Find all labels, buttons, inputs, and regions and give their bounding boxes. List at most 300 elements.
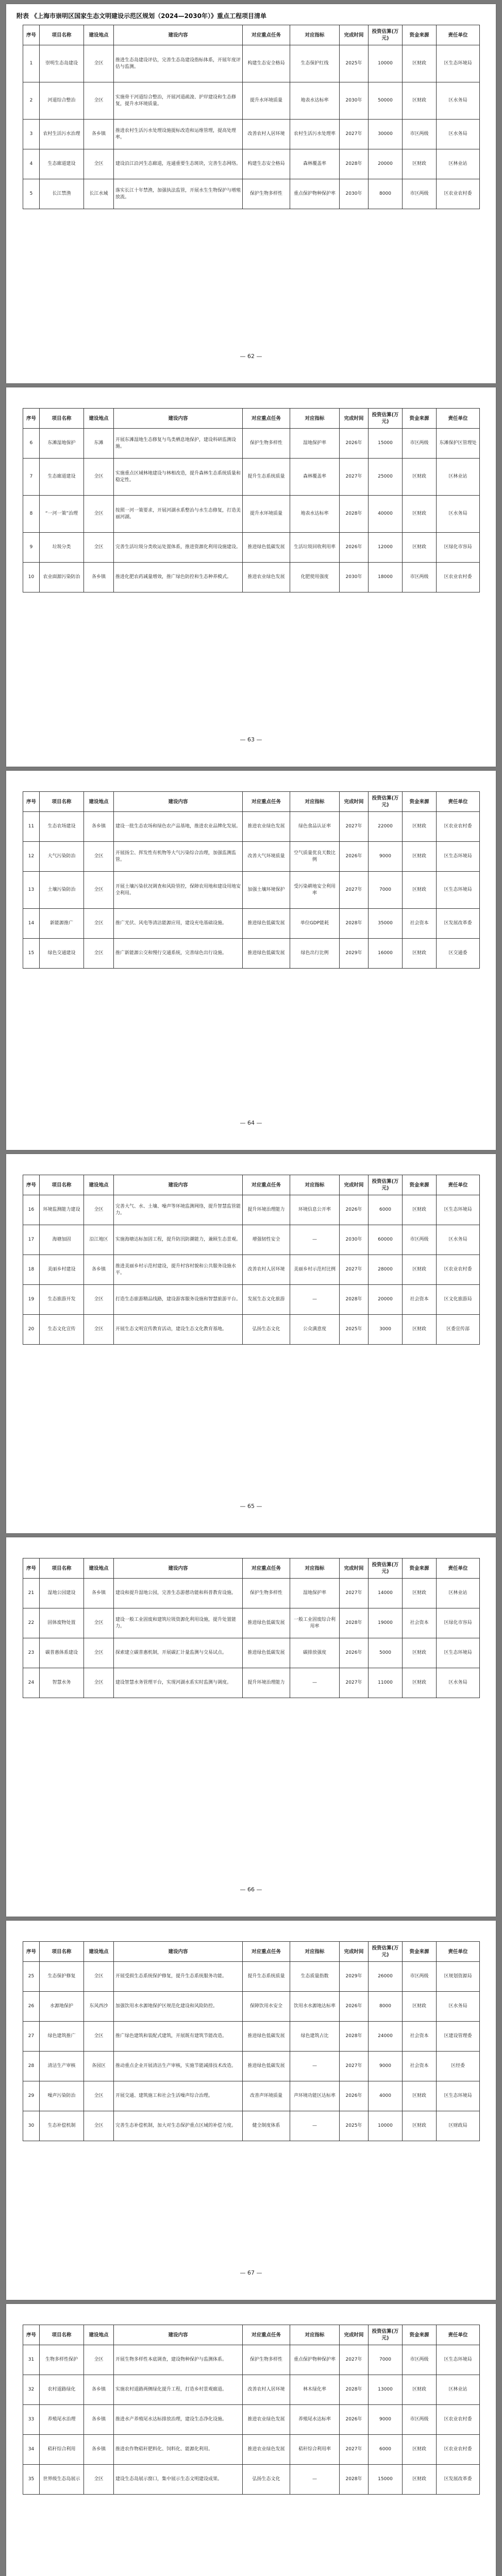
cell-place: 各乡镇	[84, 1579, 114, 1608]
cell-no: 12	[23, 842, 40, 872]
cell-name: 生态补偿机制	[40, 2111, 84, 2141]
cell-content: 落实长江十年禁渔，加强执法监管，开展水生生物保护与增殖放流。	[114, 179, 243, 209]
column-header: 资金来源	[403, 1942, 437, 1962]
cell-name: 农村生活污水治理	[40, 120, 84, 149]
table-row	[23, 82, 480, 120]
cell-no: 22	[23, 1608, 40, 1638]
cell-no: 29	[23, 2081, 40, 2111]
cell-no: 15	[23, 939, 40, 969]
column-header: 责任单位	[437, 1558, 480, 1579]
cell-invest: 14000	[369, 1579, 403, 1608]
column-header: 项目名称	[40, 1558, 84, 1579]
cell-name: 世界级生态岛展示	[40, 2465, 84, 2495]
cell-invest: 8000	[369, 1992, 403, 2022]
cell-task: 提升生态系统质量	[243, 1962, 290, 1992]
cell-content: 推进化肥农药减量增效，推广绿色防控和生态种养模式。	[114, 563, 243, 592]
cell-place: 全区	[84, 82, 114, 120]
cell-task: 提升环境治理能力	[243, 1195, 290, 1225]
cell-task: 弘扬生态文化	[243, 1315, 290, 1345]
column-header: 对应重点任务	[243, 409, 290, 429]
cell-name: 水源地保护	[40, 1992, 84, 2022]
cell-name: 生态农场建设	[40, 812, 84, 842]
cell-name: 美丽乡村建设	[40, 1255, 84, 1285]
column-header: 对应重点任务	[243, 792, 290, 812]
cell-indicator: —	[290, 1225, 340, 1255]
column-header: 完成时间	[340, 25, 369, 45]
cell-invest: 30000	[369, 120, 403, 149]
cell-year: 2026年	[340, 1638, 369, 1668]
cell-year: 2030年	[340, 82, 369, 120]
cell-unit: 区交通委	[437, 939, 480, 969]
cell-indicator: 秸秆综合利用率	[290, 2435, 340, 2465]
page-number: — 64 —	[240, 1120, 262, 1126]
cell-unit: 区林业站	[437, 149, 480, 179]
cell-task: 改善农村人居环境	[243, 1255, 290, 1285]
cell-indicator: 环境信息公开率	[290, 1195, 340, 1225]
cell-unit: 区生态环境局	[437, 842, 480, 872]
cell-indicator: 农村生活污水处理率	[290, 120, 340, 149]
column-header: 投资估算(万元)	[369, 1558, 403, 1579]
cell-task: 推进绿色低碳发展	[243, 533, 290, 563]
cell-place: 各乡镇	[84, 2435, 114, 2465]
cell-task: 提升水环境质量	[243, 82, 290, 120]
table-header-row	[23, 2325, 480, 2345]
cell-task: 改善农村人居环境	[243, 120, 290, 149]
column-header: 投资估算(万元)	[369, 2325, 403, 2345]
cell-content: 建设生态岛展示窗口，集中展示生态文明建设成果。	[114, 2465, 243, 2495]
cell-place: 全区	[84, 2111, 114, 2141]
cell-content: 开展生物多样性本底调查，建设物种保护与监测体系。	[114, 2345, 243, 2375]
table-row	[23, 872, 480, 909]
cell-content: 推广光伏、风电等清洁能源应用，建设充电基础设施。	[114, 909, 243, 939]
cell-task: 改善大气环境质量	[243, 842, 290, 872]
cell-unit: 区水务局	[437, 496, 480, 533]
cell-fund: 区财政	[403, 533, 437, 563]
cell-unit: 区委宣传部	[437, 1315, 480, 1345]
cell-fund: 区财政	[403, 149, 437, 179]
cell-fund: 市区两级	[403, 2405, 437, 2435]
cell-task: 保障饮用水安全	[243, 1992, 290, 2022]
column-header: 责任单位	[437, 2325, 480, 2345]
cell-name: 海塘加固	[40, 1225, 84, 1255]
cell-invest: 22000	[369, 812, 403, 842]
cell-year: 2027年	[340, 2052, 369, 2081]
cell-invest: 60000	[369, 1225, 403, 1255]
cell-invest: 15000	[369, 2465, 403, 2495]
cell-content: 实施重点区域林地建设与林相改造，提升森林生态系统质量和稳定性。	[114, 459, 243, 496]
cell-indicator: 森林覆盖率	[290, 149, 340, 179]
cell-fund: 市区两级	[403, 563, 437, 592]
cell-place: 全区	[84, 1668, 114, 1698]
cell-unit: 区生态环境局	[437, 1638, 480, 1668]
table-row	[23, 1579, 480, 1608]
cell-content: 完善生态补偿机制，加大对生态保护重点区域的补偿力度。	[114, 2111, 243, 2141]
cell-no: 35	[23, 2465, 40, 2495]
table-row	[23, 533, 480, 563]
cell-fund: 区财政	[403, 1579, 437, 1608]
cell-indicator: 化肥使用强度	[290, 563, 340, 592]
cell-no: 28	[23, 2052, 40, 2081]
cell-content: 开展受损生态系统保护修复，提升生态系统服务功能。	[114, 1962, 243, 1992]
cell-content: 完善生活垃圾分类收运处置体系，推进资源化利用设施建设。	[114, 533, 243, 563]
page-number: — 66 —	[240, 1886, 262, 1893]
cell-task: 增强韧性安全	[243, 1225, 290, 1255]
cell-content: 开展扬尘、挥发性有机物等大气污染综合治理，加强监测监管。	[114, 842, 243, 872]
column-header: 对应重点任务	[243, 1175, 290, 1195]
cell-year: 2027年	[340, 2345, 369, 2375]
cell-task: 推进农业绿色发展	[243, 812, 290, 842]
column-header: 项目名称	[40, 1175, 84, 1195]
cell-indicator: 美丽乡村示范村比例	[290, 1255, 340, 1285]
column-header: 完成时间	[340, 1175, 369, 1195]
column-header: 建设内容	[114, 409, 243, 429]
column-header: 投资估算(万元)	[369, 792, 403, 812]
cell-fund: 区财政	[403, 812, 437, 842]
column-header: 投资估算(万元)	[369, 1175, 403, 1195]
cell-indicator: —	[290, 1668, 340, 1698]
cell-unit: 区水务局	[437, 1992, 480, 2022]
column-header: 建设内容	[114, 1558, 243, 1579]
cell-fund: 区财政	[403, 939, 437, 969]
cell-task: 推进绿色低碳发展	[243, 1638, 290, 1668]
cell-task: 改善声环境质量	[243, 2081, 290, 2111]
project-table	[23, 2325, 480, 2495]
cell-invest: 7000	[369, 872, 403, 909]
cell-no: 5	[23, 179, 40, 209]
cell-place: 全区	[84, 459, 114, 496]
cell-invest: 26000	[369, 1962, 403, 1992]
cell-name: 大气污染防治	[40, 842, 84, 872]
cell-indicator: 湿地保护率	[290, 1579, 340, 1608]
document-page	[6, 2304, 496, 2576]
cell-unit: 区经委	[437, 2052, 480, 2081]
cell-fund: 区财政	[403, 2111, 437, 2141]
cell-indicator: 绿色食品认证率	[290, 812, 340, 842]
cell-fund: 区财政	[403, 1195, 437, 1225]
cell-unit: 区农业农村委	[437, 563, 480, 592]
column-header: 资金来源	[403, 2325, 437, 2345]
cell-invest: 18000	[369, 563, 403, 592]
cell-no: 13	[23, 872, 40, 909]
cell-name: 崇明生态岛建设	[40, 45, 84, 82]
column-header: 投资估算(万元)	[369, 25, 403, 45]
cell-place: 全区	[84, 1638, 114, 1668]
cell-invest: 9000	[369, 842, 403, 872]
cell-name: 生态文化宣传	[40, 1315, 84, 1345]
cell-no: 33	[23, 2405, 40, 2435]
cell-fund: 区财政	[403, 2435, 437, 2465]
cell-fund: 区财政	[403, 496, 437, 533]
cell-no: 9	[23, 533, 40, 563]
table-row	[23, 2465, 480, 2495]
cell-place: 全区	[84, 2081, 114, 2111]
cell-name: 绿色建筑推广	[40, 2022, 84, 2052]
cell-year: 2026年	[340, 2081, 369, 2111]
column-header: 序号	[23, 1558, 40, 1579]
column-header: 资金来源	[403, 1558, 437, 1579]
cell-place: 东风西沙	[84, 1992, 114, 2022]
cell-task: 弘扬生态文化	[243, 2465, 290, 2495]
page-number: — 65 —	[240, 1503, 262, 1510]
cell-fund: 社会资本	[403, 1285, 437, 1315]
cell-indicator: 生态保护红线	[290, 45, 340, 82]
cell-content: 开展交通、建筑施工和社会生活噪声综合治理。	[114, 2081, 243, 2111]
cell-content: 建设一般工业固废和建筑垃圾资源化利用设施，提升处置能力。	[114, 1608, 243, 1638]
cell-content: 开展土壤污染状况调查和风险管控，保障农用地和建设用地安全利用。	[114, 872, 243, 909]
cell-fund: 区财政	[403, 45, 437, 82]
column-header: 项目名称	[40, 1942, 84, 1962]
cell-place: 东滩	[84, 429, 114, 459]
cell-no: 2	[23, 82, 40, 120]
cell-content: 推进水产养殖尾水达标排放治理，建设生态净化设施。	[114, 2405, 243, 2435]
cell-place: 全区	[84, 496, 114, 533]
table-row	[23, 1315, 480, 1345]
cell-invest: 28000	[369, 1255, 403, 1285]
cell-no: 26	[23, 1992, 40, 2022]
cell-unit: 区林业站	[437, 2375, 480, 2405]
cell-name: 清洁生产审核	[40, 2052, 84, 2081]
cell-year: 2026年	[340, 2405, 369, 2435]
cell-indicator: 生态质量指数	[290, 1962, 340, 1992]
cell-name: 生态廊道建设	[40, 149, 84, 179]
cell-content: 加强饮用水水源地保护区规范化建设和风险防控。	[114, 1992, 243, 2022]
cell-indicator: 单位GDP能耗	[290, 909, 340, 939]
column-header: 建设内容	[114, 792, 243, 812]
cell-invest: 11000	[369, 1668, 403, 1698]
cell-no: 6	[23, 429, 40, 459]
cell-no: 24	[23, 1668, 40, 1698]
cell-name: 智慧水务	[40, 1668, 84, 1698]
cell-indicator: 空气质量优良天数比例	[290, 842, 340, 872]
cell-fund: 市区两级	[403, 179, 437, 209]
cell-invest: 13000	[369, 2375, 403, 2405]
cell-unit: 区绿化市容局	[437, 1608, 480, 1638]
table-row	[23, 2052, 480, 2081]
cell-fund: 区财政	[403, 2465, 437, 2495]
cell-task: 提升生态系统质量	[243, 459, 290, 496]
column-header: 责任单位	[437, 1175, 480, 1195]
cell-indicator: —	[290, 2111, 340, 2141]
table-row	[23, 2405, 480, 2435]
cell-no: 17	[23, 1225, 40, 1255]
column-header: 完成时间	[340, 792, 369, 812]
cell-place: 沿江地区	[84, 1225, 114, 1255]
table-row	[23, 149, 480, 179]
cell-content: 实施农村道路两侧绿化提升工程，打造乡村景观廊道。	[114, 2375, 243, 2405]
column-header: 序号	[23, 792, 40, 812]
cell-indicator: 生活垃圾回收利用率	[290, 533, 340, 563]
table-row	[23, 842, 480, 872]
cell-name: 固体废物处置	[40, 1608, 84, 1638]
cell-place: 全区	[84, 1195, 114, 1225]
cell-indicator: —	[290, 2052, 340, 2081]
cell-invest: 6000	[369, 2435, 403, 2465]
document-page	[6, 1921, 496, 2300]
cell-name: 垃圾分类	[40, 533, 84, 563]
cell-content: 开展生态文明宣传教育活动，建设生态文化教育基地。	[114, 1315, 243, 1345]
cell-indicator: 重点保护物种保护率	[290, 2345, 340, 2375]
table-row	[23, 1668, 480, 1698]
table-row	[23, 812, 480, 842]
cell-task: 改善农村人居环境	[243, 2375, 290, 2405]
cell-indicator: 碳排放强度	[290, 1638, 340, 1668]
cell-name: 秸秆综合利用	[40, 2435, 84, 2465]
project-table	[23, 408, 480, 592]
cell-invest: 25000	[369, 459, 403, 496]
page-number: — 67 —	[240, 2269, 262, 2276]
cell-indicator: 林木绿化率	[290, 2375, 340, 2405]
cell-no: 34	[23, 2435, 40, 2465]
cell-indicator: 公众满意度	[290, 1315, 340, 1345]
cell-place: 各乡镇	[84, 812, 114, 842]
column-header: 建设内容	[114, 1175, 243, 1195]
cell-year: 2027年	[340, 1668, 369, 1698]
cell-task: 推进绿色低碳发展	[243, 909, 290, 939]
cell-year: 2027年	[340, 459, 369, 496]
column-header: 项目名称	[40, 409, 84, 429]
document-page	[6, 771, 496, 1150]
cell-content: 推进农作物秸秆肥料化、饲料化、能源化利用。	[114, 2435, 243, 2465]
column-header: 对应重点任务	[243, 2325, 290, 2345]
cell-invest: 10000	[369, 45, 403, 82]
cell-invest: 6000	[369, 1195, 403, 1225]
cell-year: 2030年	[340, 1225, 369, 1255]
cell-year: 2030年	[340, 563, 369, 592]
cell-no: 30	[23, 2111, 40, 2141]
cell-fund: 区财政	[403, 842, 437, 872]
cell-place: 全区	[84, 2465, 114, 2495]
column-header: 责任单位	[437, 1942, 480, 1962]
cell-indicator: 饮用水水源地达标率	[290, 1992, 340, 2022]
cell-year: 2028年	[340, 1608, 369, 1638]
column-header: 对应指标	[290, 1942, 340, 1962]
column-header: 项目名称	[40, 25, 84, 45]
cell-no: 8	[23, 496, 40, 533]
cell-no: 10	[23, 563, 40, 592]
cell-unit: 区农业农村委	[437, 2405, 480, 2435]
cell-no: 25	[23, 1962, 40, 1992]
cell-name: 噪声污染防治	[40, 2081, 84, 2111]
cell-invest: 35000	[369, 909, 403, 939]
cell-unit: 区文化旅游局	[437, 1285, 480, 1315]
table-header-row	[23, 1558, 480, 1579]
cell-name: 生态旅游开发	[40, 1285, 84, 1315]
cell-invest: 16000	[369, 939, 403, 969]
cell-no: 23	[23, 1638, 40, 1668]
cell-indicator: 森林覆盖率	[290, 459, 340, 496]
cell-indicator: —	[290, 2465, 340, 2495]
cell-unit: 区生态环境局	[437, 1195, 480, 1225]
cell-invest: 20000	[369, 149, 403, 179]
cell-task: 提升水环境质量	[243, 496, 290, 533]
column-header: 序号	[23, 1942, 40, 1962]
cell-content: 开展东滩湿地生态修复与鸟类栖息地保护，建设科研监测设施。	[114, 429, 243, 459]
cell-year: 2025年	[340, 1315, 369, 1345]
table-header-row	[23, 409, 480, 429]
cell-name: 土壤污染防治	[40, 872, 84, 909]
cell-invest: 12000	[369, 533, 403, 563]
cell-indicator: 湿地保护率	[290, 429, 340, 459]
cell-task: 推进农业绿色发展	[243, 2435, 290, 2465]
table-header-row	[23, 1175, 480, 1195]
cell-content: 推进农村生活污水处理设施提标改造和运维管理，提高处理率。	[114, 120, 243, 149]
column-header: 责任单位	[437, 792, 480, 812]
cell-unit: 区生态环境局	[437, 872, 480, 909]
column-header: 项目名称	[40, 792, 84, 812]
column-header: 对应指标	[290, 792, 340, 812]
cell-unit: 区农业农村委	[437, 812, 480, 842]
cell-unit: 区水务局	[437, 1668, 480, 1698]
cell-unit: 区林业站	[437, 459, 480, 496]
cell-content: 打造生态旅游精品线路，建设游客服务设施和智慧旅游平台。	[114, 1285, 243, 1315]
cell-no: 19	[23, 1285, 40, 1315]
cell-task: 构建生态安全格局	[243, 45, 290, 82]
cell-indicator: 声环境功能区达标率	[290, 2081, 340, 2111]
cell-fund: 区财政	[403, 1638, 437, 1668]
cell-year: 2027年	[340, 120, 369, 149]
cell-invest: 20000	[369, 1285, 403, 1315]
table-row	[23, 179, 480, 209]
cell-task: 推进农业绿色发展	[243, 563, 290, 592]
cell-no: 11	[23, 812, 40, 842]
cell-task: 推进绿色低碳发展	[243, 2052, 290, 2081]
cell-content: 推广新能源公交和慢行交通系统，完善绿色出行设施。	[114, 939, 243, 969]
cell-task: 推进绿色低碳发展	[243, 1608, 290, 1638]
column-header: 序号	[23, 25, 40, 45]
cell-task: 加强土壤环境保护	[243, 872, 290, 909]
cell-fund: 社会资本	[403, 2052, 437, 2081]
table-row	[23, 1255, 480, 1285]
cell-no: 31	[23, 2345, 40, 2375]
table-row	[23, 120, 480, 149]
cell-fund: 社会资本	[403, 1608, 437, 1638]
cell-fund: 区财政	[403, 1668, 437, 1698]
cell-unit: 区农业农村委	[437, 1255, 480, 1285]
cell-year: 2026年	[340, 1992, 369, 2022]
cell-place: 各乡镇	[84, 1255, 114, 1285]
column-header: 建设地点	[84, 792, 114, 812]
cell-content: 推进生态岛建设评估，完善生态岛建设指标体系，开展年度评估与监测。	[114, 45, 243, 82]
table-row	[23, 939, 480, 969]
column-header: 对应指标	[290, 25, 340, 45]
table-row	[23, 2435, 480, 2465]
column-header: 建设内容	[114, 1942, 243, 1962]
table-row	[23, 563, 480, 592]
cell-place: 全区	[84, 533, 114, 563]
column-header: 对应重点任务	[243, 1942, 290, 1962]
cell-indicator: 绿色出行比例	[290, 939, 340, 969]
cell-no: 18	[23, 1255, 40, 1285]
cell-task: 推进农业绿色发展	[243, 2405, 290, 2435]
cell-name: “一河一策”治理	[40, 496, 84, 533]
cell-place: 全区	[84, 2022, 114, 2052]
cell-year: 2028年	[340, 149, 369, 179]
table-row	[23, 2111, 480, 2141]
cell-year: 2026年	[340, 842, 369, 872]
cell-invest: 7000	[369, 2345, 403, 2375]
cell-no: 32	[23, 2375, 40, 2405]
column-header: 资金来源	[403, 792, 437, 812]
cell-place: 全区	[84, 1315, 114, 1345]
cell-unit: 区林业站	[437, 1579, 480, 1608]
cell-unit: 区发展改革委	[437, 909, 480, 939]
cell-year: 2026年	[340, 1195, 369, 1225]
table-row	[23, 1962, 480, 1992]
column-header: 资金来源	[403, 409, 437, 429]
column-header: 对应指标	[290, 2325, 340, 2345]
project-table	[23, 1941, 480, 2141]
cell-task: 发展生态文化旅游	[243, 1285, 290, 1315]
